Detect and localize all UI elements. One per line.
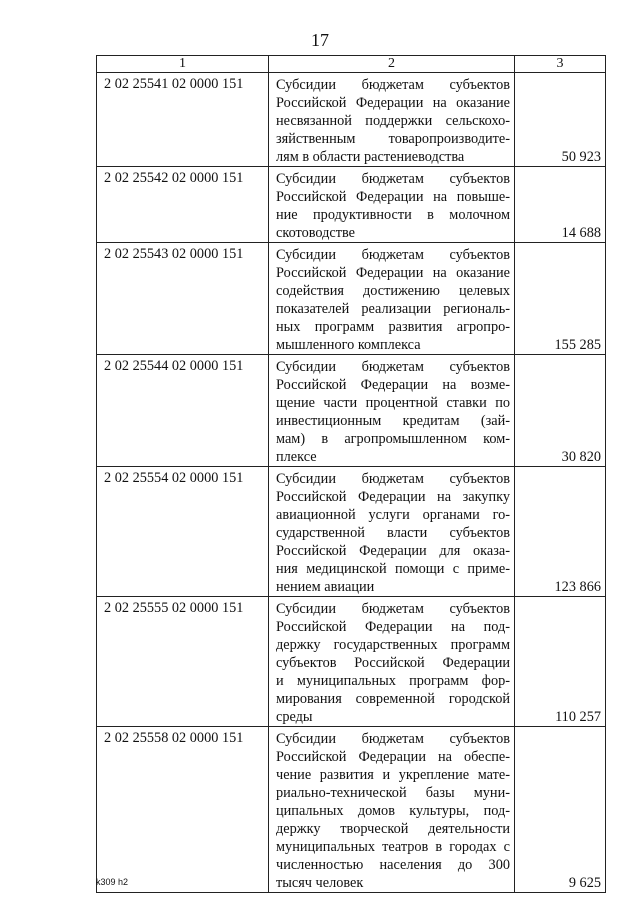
description-line: Субсидии бюджетам субъектов [276,359,510,375]
amount-cell: 9 625 [515,727,606,893]
column-header-1: 1 [97,56,269,73]
budget-code-cell: 2 02 25555 02 0000 151 [97,597,269,727]
description-line: несвязанной поддержки сельскохо- [276,113,510,129]
table-row [97,727,606,893]
description-line: лям в области растениеводства [276,149,465,165]
description-line: мирования современной городской [276,691,510,707]
table-header-row [97,56,606,73]
page-number: 17 [311,30,329,50]
description-line: держку государственных программ [276,637,510,653]
description-line: показателей реализации региональ- [276,301,510,317]
description-line: Российской Федерации для оказа- [276,543,510,559]
description-line: скотоводстве [276,225,356,241]
description-line: Субсидии бюджетам субъектов [276,171,510,187]
budget-code-cell: 2 02 25554 02 0000 151 [97,467,269,597]
description-line: ние продуктивности в молочном [276,207,510,223]
table-row [97,355,606,467]
description-cell [269,167,515,243]
description-line: Российской Федерации на оказание [276,95,510,111]
table-row [97,73,606,167]
description-cell [269,73,515,167]
description-line: зяйственным товаропроизводите- [276,131,510,147]
amount-cell: 50 923 [515,73,606,167]
description-line: авиационной услуги органами го- [276,507,510,523]
amount-cell: 110 257 [515,597,606,727]
amount-cell: 123 866 [515,467,606,597]
description-line: чение развития и укрепление мате- [276,767,510,783]
description-line: мышленного комплекса [276,337,421,353]
description-line: инвестиционным кредитам (зай- [276,413,510,429]
description-line: и муниципальных программ фор- [276,673,510,689]
description-cell [269,467,515,597]
budget-code-cell: 2 02 25544 02 0000 151 [97,355,269,467]
description-line: Российской Федерации на под- [276,619,510,635]
description-line: Субсидии бюджетам субъектов [276,77,510,93]
table-row [97,467,606,597]
description-line: плексе [276,449,317,465]
description-line: ния медицинской помощи с приме- [276,561,510,577]
description-line: численностью населения до 300 [276,857,510,873]
description-line: Российской Федерации на обеспе- [276,749,510,765]
table-body [97,56,606,893]
description-line: тысяч человек [276,875,364,891]
description-line: Российской Федерации на оказание [276,265,510,281]
description-line: субъектов Российской Федерации [276,655,510,671]
footer-document-code: k309 h2 [96,877,129,887]
description-line: среды [276,709,313,725]
description-line: Субсидии бюджетам субъектов [276,731,510,747]
description-cell [269,243,515,355]
description-line: сударственной власти субъектов [276,525,510,541]
description-line: щение части процентной ставки по [276,395,510,411]
table-row [97,597,606,727]
description-line: риально-технической базы муни- [276,785,510,801]
budget-code-cell: 2 02 25543 02 0000 151 [97,243,269,355]
budget-code-cell: 2 02 25541 02 0000 151 [97,73,269,167]
description-cell [269,355,515,467]
amount-cell: 155 285 [515,243,606,355]
table-row [97,243,606,355]
description-line: Субсидии бюджетам субъектов [276,247,510,263]
description-line: нением авиации [276,579,375,595]
description-line: содействия достижению целевых [276,283,510,299]
description-line: Российской Федерации на повыше- [276,189,510,205]
description-cell [269,727,515,893]
budget-classification-table [96,55,606,893]
budget-code-cell: 2 02 25542 02 0000 151 [97,167,269,243]
budget-code-cell: 2 02 25558 02 0000 151 [97,727,269,893]
description-line: ципальных домов культуры, под- [276,803,510,819]
description-line: муниципальных театров в городах с [276,839,510,855]
description-cell [269,597,515,727]
amount-cell: 30 820 [515,355,606,467]
description-line: ных программ развития агропро- [276,319,510,335]
column-header-2: 2 [269,56,515,73]
table-row [97,167,606,243]
description-line: мам) в агропромышленном ком- [276,431,510,447]
description-line: Субсидии бюджетам субъектов [276,471,510,487]
description-line: держку творческой деятельности [276,821,510,837]
column-header-3: 3 [515,56,606,73]
description-line: Российской Федерации на возме- [276,377,510,393]
amount-cell: 14 688 [515,167,606,243]
description-line: Российской Федерации на закупку [276,489,510,505]
description-line: Субсидии бюджетам субъектов [276,601,510,617]
